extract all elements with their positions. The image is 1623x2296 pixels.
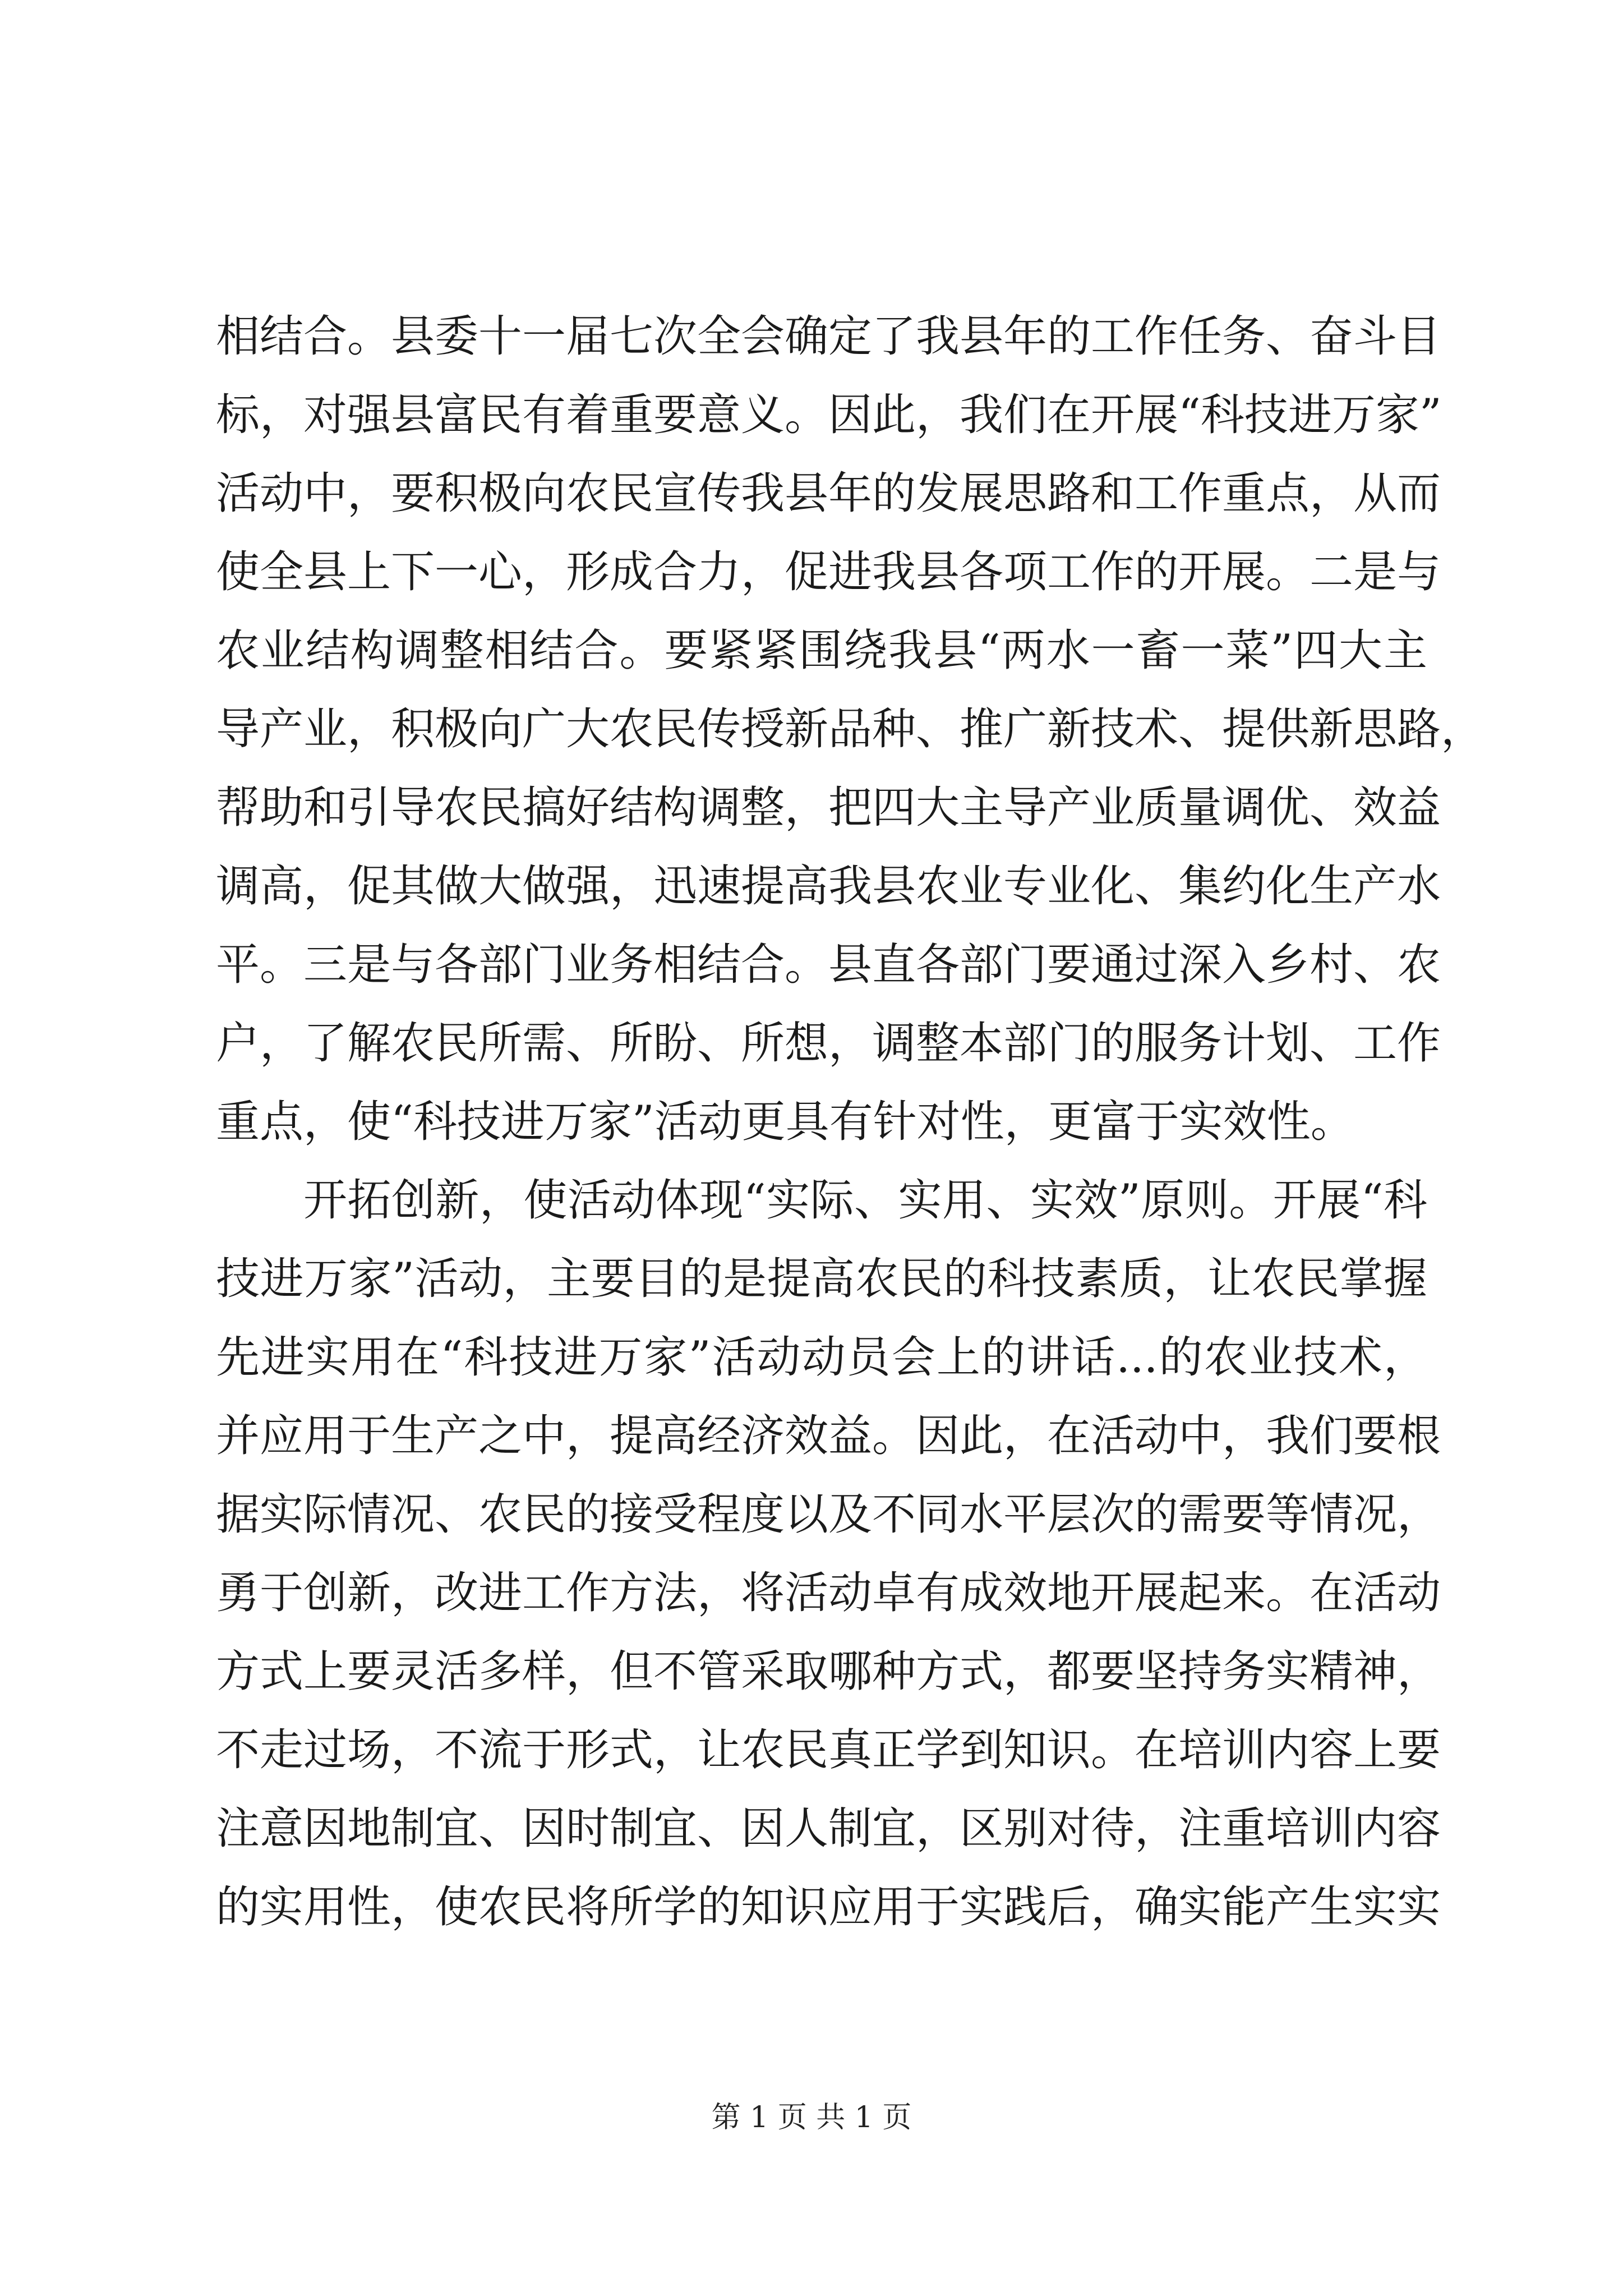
text-line: 农业结构调整相结合。要紧紧围绕我县“两水一畜一菜”四大主 <box>216 625 1427 676</box>
text-line: 调高，促其做大做强，迅速提高我县农业专业化、集约化生产水 <box>216 861 1441 912</box>
text-line: 相结合。县委十一届七次全会确定了我县年的工作任务、奋斗目 <box>216 311 1441 362</box>
text-line: 方式上要灵活多样，但不管采取哪种方式，都要坚持务实精神， <box>216 1646 1441 1697</box>
text-line: 重点，使“科技进万家”活动更具有针对性，更富于实效性。 <box>216 1097 1354 1147</box>
text-line: 不走过场，不流于形式，让农民真正学到知识。在培训内容上要 <box>216 1725 1441 1775</box>
text-line: 勇于创新，改进工作方法，将活动卓有成效地开展起来。在活动 <box>216 1568 1441 1618</box>
text-line: 使全县上下一心，形成合力，促进我县各项工作的开展。二是与 <box>216 547 1441 597</box>
text-line: 导产业，积极向广大农民传授新品种、推广新技术、提供新思路， <box>216 704 1485 754</box>
text-line: 技进万家”活动，主要目的是提高农民的科技素质，让农民掌握 <box>216 1254 1427 1304</box>
text-line: 据实际情况、农民的接受程度以及不同水平层次的需要等情况， <box>216 1489 1441 1540</box>
text-line: 的实用性，使农民将所学的知识应用于实践后，确实能产生实实 <box>216 1882 1441 1932</box>
page-number-footer: 第 1 页 共 1 页 <box>711 2101 912 2134</box>
text-line: 开拓创新，使活动体现“实际、实用、实效”原则。开展“科 <box>303 1175 1427 1226</box>
text-line: 标，对强县富民有着重要意义。因此，我们在开展“科技进万家” <box>216 390 1442 440</box>
text-line: 平。三是与各部门业务相结合。县直各部门要通过深入乡村、农 <box>216 940 1441 990</box>
text-line: 活动中，要积极向农民宣传我县年的发展思路和工作重点，从而 <box>216 468 1441 519</box>
text-line: 并应用于生产之中，提高经济效益。因此，在活动中，我们要根 <box>216 1411 1441 1461</box>
text-line: 注意因地制宜、因时制宜、因人制宜，区别对待，注重培训内容 <box>216 1803 1441 1854</box>
text-line: 户，了解农民所需、所盼、所想，调整本部门的服务计划、工作 <box>216 1018 1441 1069</box>
body-text <box>216 297 1485 1947</box>
text-line: 帮助和引导农民搞好结构调整，把四大主导产业质量调优、效益 <box>216 783 1441 833</box>
text-line: 先进实用在“科技进万家”活动动员会上的讲话...的农业技术， <box>216 1332 1427 1383</box>
